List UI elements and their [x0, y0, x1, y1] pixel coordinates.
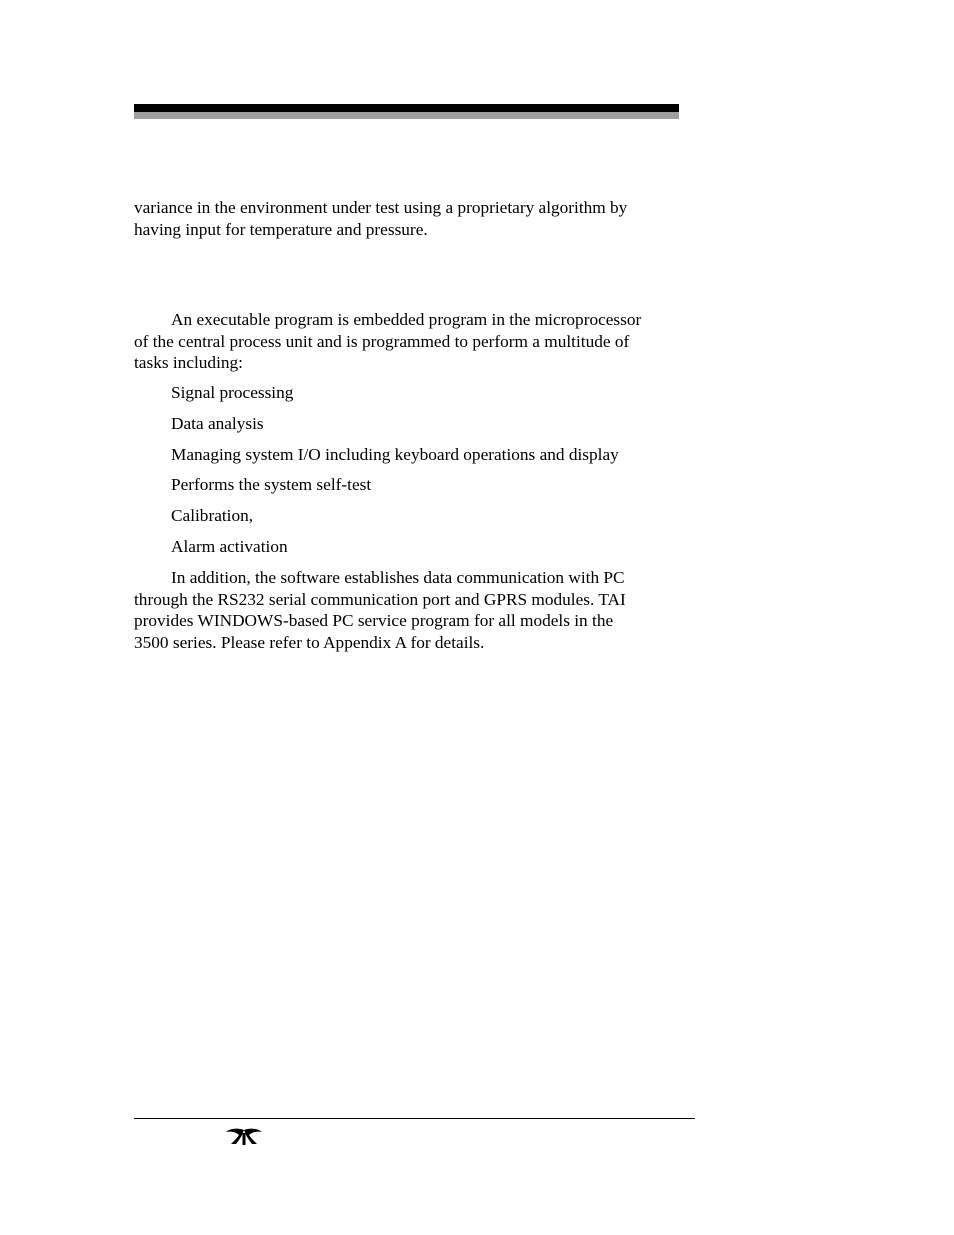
text-line: having input for temperature and pressure.	[134, 219, 428, 239]
list-item: Calibration,	[171, 506, 254, 526]
header-rule-black	[134, 104, 679, 112]
list-item: Managing system I/O including keyboard operations and display	[171, 444, 619, 464]
teledyne-logo-icon	[226, 1127, 262, 1147]
list-item: Signal processing	[171, 383, 294, 402]
list-item: Data analysis	[171, 413, 264, 433]
text-line: variance in the environment under test using a proprietary algorithm by	[134, 198, 628, 217]
header-rule-gray	[134, 112, 679, 119]
text-line: tasks including:	[134, 353, 243, 372]
text-line: An executable program is embedded program in the microprocessor	[171, 310, 642, 329]
list-item: Performs the system self-test	[171, 475, 372, 495]
text-line: In addition, the software establishes data communication with PC	[171, 568, 625, 587]
task-list	[171, 382, 619, 567]
text-line: of the central process unit and is programmed to perform a multitude of	[134, 331, 630, 351]
paragraph-executable-program	[134, 309, 694, 374]
text-line: 3500 series. Please refer to Appendix A for details.	[134, 632, 485, 652]
footer-rule	[134, 1118, 695, 1119]
paragraph-variance	[134, 197, 694, 240]
paragraph-data-communication	[134, 567, 694, 653]
text-line: provides WINDOWS-based PC service program for all models in the	[134, 611, 614, 630]
text-line: through the RS232 serial communication port and GPRS modules. TAI	[134, 589, 626, 609]
list-item: Alarm activation	[171, 536, 288, 556]
